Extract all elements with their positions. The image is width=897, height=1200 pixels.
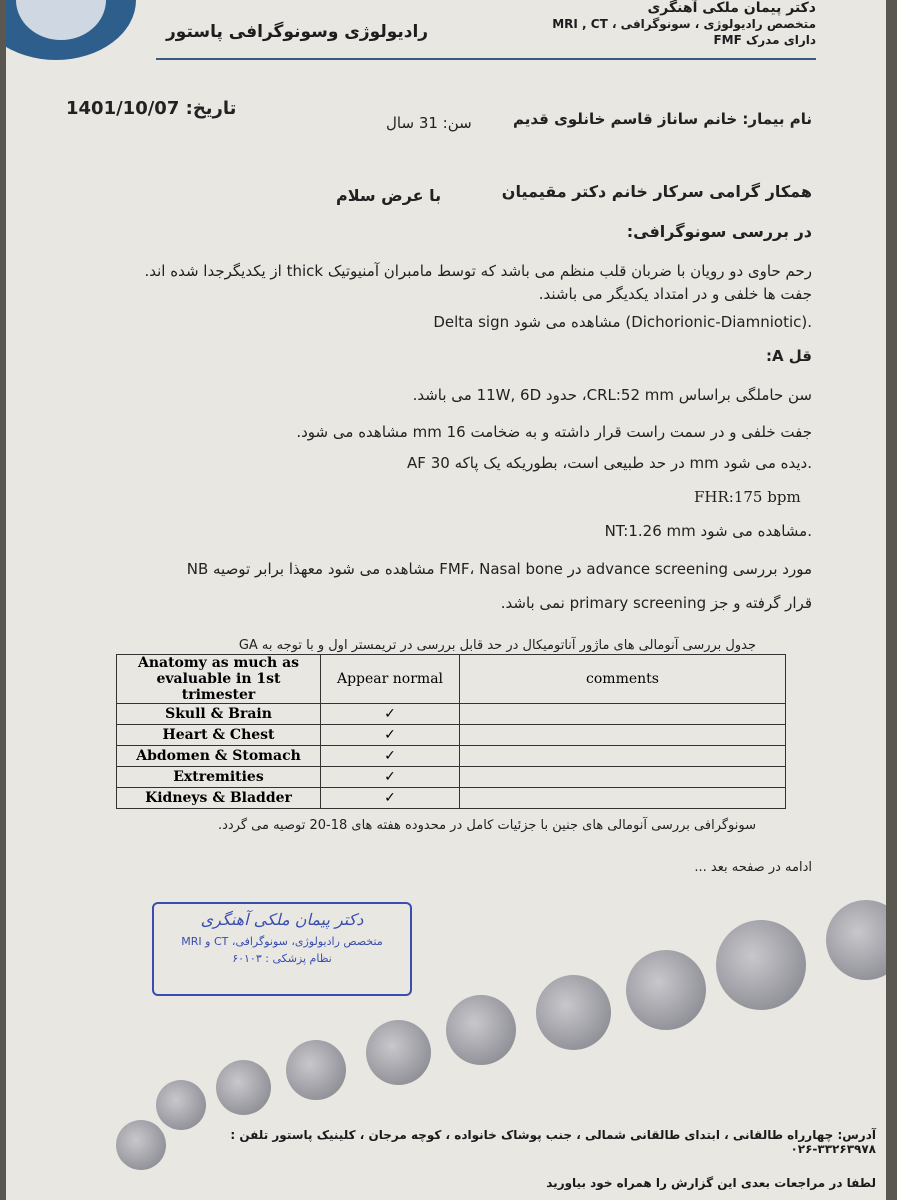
row-label: Abdomen & Stomach bbox=[117, 746, 321, 767]
placenta-finding: جفت خلفی و در سمت راست قرار داشته و به ضخامت 16 mm مشاهده می شود. bbox=[296, 423, 812, 441]
row-comment bbox=[460, 788, 786, 809]
colleague-line: همکار گرامی سرکار خانم دکتر مقیمیان bbox=[501, 182, 812, 201]
stamp-signature: دکتر پیمان ملکی آهنگری bbox=[200, 910, 364, 929]
patient-age: سن: 31 سال bbox=[386, 114, 472, 132]
row-label: Heart & Chest bbox=[117, 725, 321, 746]
table-caption: جدول بررسی آنومالی های ماژور آناتومیکال در حد قابل بررسی در تریمستر اول و با توجه به GA bbox=[238, 638, 756, 653]
anatomy-table bbox=[116, 654, 786, 809]
nasal-bone-line-1: NB مشاهده می شود معهذا برابر توصیه FMF، Nasal bone در advance screening مورد بررسی bbox=[186, 560, 812, 578]
row-label: Kidneys & Bladder bbox=[117, 788, 321, 809]
fmf-certificate: دارای مدرک FMF bbox=[713, 33, 816, 47]
row-comment bbox=[460, 746, 786, 767]
row-comment bbox=[460, 704, 786, 725]
report-heading: در بررسی سونوگرافی: bbox=[626, 222, 812, 241]
finding-line-3: Delta sign مشاهده می شود (Dichorionic-Diamniotic). bbox=[433, 313, 812, 331]
date-row bbox=[66, 98, 236, 119]
row-label: Skull & Brain bbox=[117, 704, 321, 725]
finding-line-2: جفت ها خلفی و در امتداد یکدیگر می باشند. bbox=[538, 285, 812, 303]
nuchal-translucency: NT:1.26 mm مشاهده می شود. bbox=[604, 522, 812, 540]
salutation: با عرض سلام bbox=[336, 186, 442, 205]
table-row bbox=[117, 725, 786, 746]
continued-next-page: ادامه در صفحه بعد ... bbox=[694, 860, 812, 875]
footer bbox=[156, 1128, 876, 1190]
table-row bbox=[117, 788, 786, 809]
check-mark: ✓ bbox=[321, 725, 460, 746]
row-label: Extremities bbox=[117, 767, 321, 788]
twin-a-label: قل A: bbox=[765, 347, 812, 365]
nasal-bone-line-2: قرار گرفته و جز primary screening نمی باشد. bbox=[500, 594, 812, 612]
fetal-heart-rate: FHR:175 bpm bbox=[694, 488, 801, 506]
table-header-row bbox=[117, 655, 786, 704]
doctor-stamp bbox=[152, 902, 412, 996]
header-appear-normal: Appear normal bbox=[321, 655, 460, 704]
stamp-license: نظام پزشکی : ۶۰۱۰۳ bbox=[232, 952, 332, 965]
header-comments: comments bbox=[460, 655, 786, 704]
clinic-name: رادیولوژی وسونوگرافی پاستور bbox=[166, 22, 429, 42]
finding-line-1: رحم حاوی دو رویان با ضربان قلب منظم می باشد که توسط مامبران آمنیوتیک thick از یکدیگرجدا شده اند. bbox=[144, 262, 812, 280]
check-mark: ✓ bbox=[321, 788, 460, 809]
check-mark: ✓ bbox=[321, 746, 460, 767]
stamp-specialty: متخصص رادیولوژی، سونوگرافی، CT و MRI bbox=[181, 935, 383, 948]
check-mark: ✓ bbox=[321, 704, 460, 725]
doctor-specialty: متخصص رادیولوژی ، سونوگرافی ، MRI , CT bbox=[552, 17, 816, 31]
anomaly-scan-recommendation: سونوگرافی بررسی آنومالی های جنین با جزئیات کامل در محدوده هفته های 18-20 توصیه می گردد. bbox=[217, 818, 756, 833]
date-label: تاریخ: bbox=[185, 98, 237, 119]
header-divider bbox=[156, 58, 816, 60]
amniotic-fluid: AF در حد طبیعی است، بطوریکه یک پاکه 30 mm دیده می شود. bbox=[407, 454, 812, 472]
footer-address: آدرس: چهارراه طالقانی ، ابتدای طالقانی شمالی ، جنب پوشاک خانواده ، کوچه مرجان ، کلینیک پاستور تلفن : ۳۳۲۶۳۹۷۸-۰۲۶ bbox=[230, 1128, 876, 1156]
date-value: 1401/10/07 bbox=[66, 98, 180, 119]
doctor-header bbox=[496, 0, 816, 48]
doctor-name: دکتر پیمان ملکی آهنگری bbox=[647, 0, 816, 16]
header-anatomy: Anatomy as much as evaluable in 1st trimester bbox=[117, 655, 321, 704]
row-comment bbox=[460, 725, 786, 746]
check-mark: ✓ bbox=[321, 767, 460, 788]
table-row bbox=[117, 704, 786, 725]
gestational-age: سن حاملگی براساس CRL:52 mm، حدود 11W, 6D می باشد. bbox=[412, 386, 812, 404]
report-sheet bbox=[6, 0, 886, 1200]
footer-note: لطفا در مراجعات بعدی این گزارش را همراه خود بیاورید bbox=[546, 1176, 876, 1190]
row-comment bbox=[460, 767, 786, 788]
table-row bbox=[117, 746, 786, 767]
table-row bbox=[117, 767, 786, 788]
patient-name: نام بیمار: خانم ساناز قاسم خانلوی قدیم bbox=[513, 110, 812, 128]
